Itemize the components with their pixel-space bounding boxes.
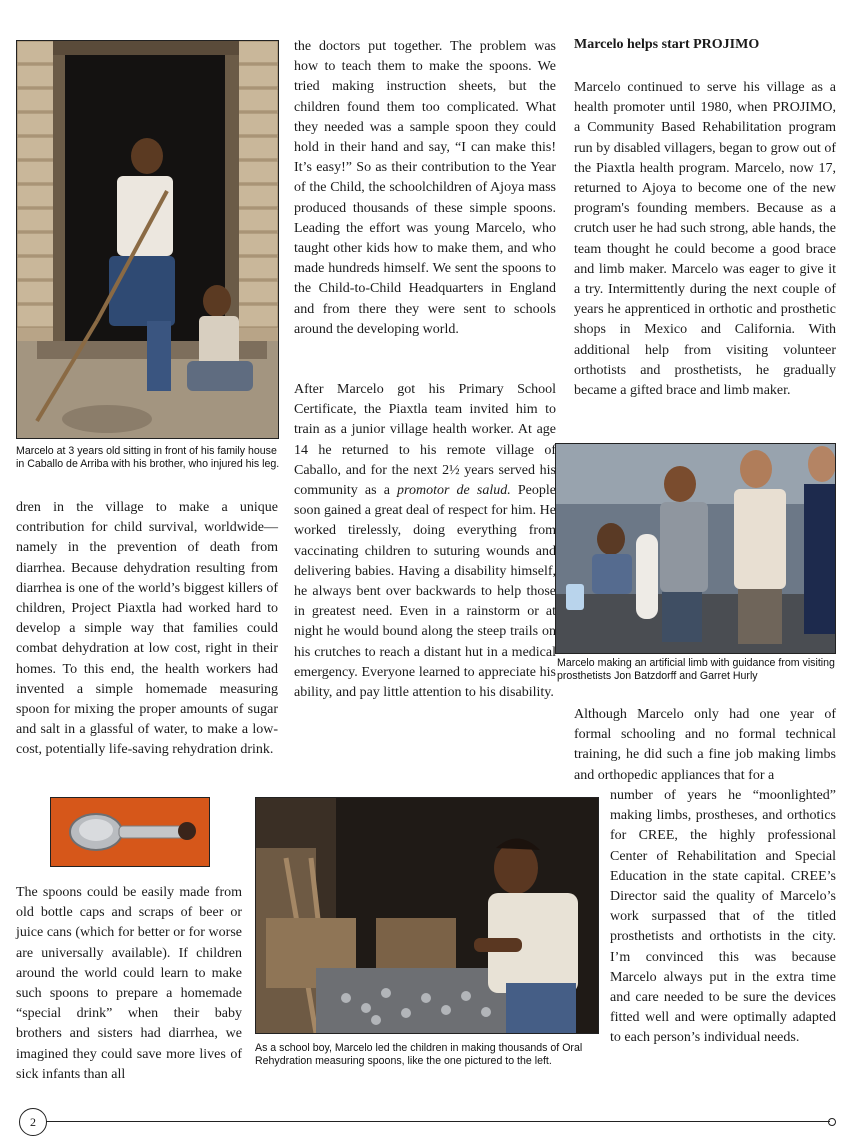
photo-caption-workshop: Marcelo making an artificial limb with guidance from visiting prosthetists Jon Batzdorff and Garret Hurly [557, 657, 835, 682]
col3-paragraph-1: Marcelo continued to serve his village as a health promoter until 1980, when PROJIMO, a Community Based Rehabilitation program run by disabled villagers, began to grow out of the Piaxtla health program. Marcelo, now 17, returned to Ajoya to become one of the new program's founding members. Because as a crutch user he had such strong, able hands, the team thought he could become a good brace and limb maker. Marcelo was eager to give it a try. Intermittently during the next couple of years he apprenticed in orthotic and prosthetic shops in Mexico and California. With additional help from visiting volunteer orthotists and prosthetists, he gradually became a gifted brace and limb maker. [574, 80, 836, 399]
footer-rule [46, 1121, 830, 1122]
photo-measuring-spoon [50, 797, 210, 867]
col2-paragraph-2-a: After Marcelo got his Primary School Certificate, the Piaxtla team invited him to train as a junior village health worker. At age 14 he returned to his remote village of Caballo, and for the next 2½ years served his community as a [294, 382, 556, 499]
photo-limb-workshop [555, 443, 836, 654]
photo-caption-doorway: Marcelo at 3 years old sitting in front of his family house in Caballo de Arriba with his brother, who injured his leg. [16, 445, 280, 470]
page-number: 2 [30, 1115, 36, 1129]
section-heading: Marcelo helps start PROJIMO [574, 37, 760, 52]
page-number-circle [19, 1108, 47, 1136]
col2-paragraph-1: the doctors put together. The problem was how to teach them to make the spoons. We tried making instruction sheets, but the children found them too complicated. What they needed was a sample spoon they could hold in their hand and say, “I can make this! It’s easy!” So as their contribution to the Year of the Child, the schoolchildren of Ajoya mass produced thousands of these simple spoons. Leading the effort was young Marcelo, who taught other kids how to make them, and who made hundreds himself. We sent the spoons to the Child-to-Child Headquarters in England and from there they were sent to schools around the developing world. [294, 39, 556, 337]
col2-paragraph-2 [294, 380, 556, 703]
photo-marcelo-doorway [16, 40, 279, 439]
promotor-de-salud-term: promotor de salud. [397, 483, 511, 499]
col2-paragraph-2-b: People soon gained a great deal of respect for him. He worked tirelessly, doing everything from vaccinating children to suturing wounds and delivering babies. Having a disability himself, he always bent over backwards to help those in greatest need. Even in a rainstorm or at night he would bound along the steep trails on his crutches to reach a distant hut in a medical emergency. Everyone learned to appreciate his ability, and pay little attention to his disability. [294, 483, 557, 701]
col1-paragraph-2: The spoons could be easily made from old bottle caps and scraps of beer or juice cans (which for better or for worse are universally available). If children around the world could learn to make such spoons to prepare a homemade “special drink” when their baby brothers and sisters had diarrhea, we imagined they could save more lives of sick infants than all [16, 885, 242, 1082]
col3-paragraph-2a: Although Marcelo only had one year of formal schooling and no formal technical training, he did such a fine job making limbs and orthopedic appliances that for a [574, 707, 836, 783]
photo-caption-schoolboy: As a school boy, Marcelo led the children in making thousands of Oral Rehydration measuring spoons, like the one pictured to the left. [255, 1042, 583, 1067]
photo-schoolboy-spoons [255, 797, 599, 1034]
col3-paragraph-2b: number of years he “moonlighted” making limbs, prostheses, and orthotics for CREE, the highly professional Center of Rehabilitation and Special Education in the state capital. CREE’s Director said the quality of Marcelo’s work surpassed that of the titled prosthetists and orthotists in the city. I’m convinced this was because Marcelo always put in the extra time and care needed to be sure the devices fitted well and were optimally adapted to each person’s individual needs. [610, 788, 836, 1046]
col1-paragraph-1: dren in the village to make a unique contribution for child survival, worldwide—namely in the prevention of death from diarrhea. Because dehydration resulting from diarrhea is one of the world’s biggest killers of children, Project Piaxtla had worked hard to develop a simple way that families could combat dehydration at low cost, right in their homes. To this end, the health workers had invented a simple homemade measuring spoon for mixing the proper amounts of sugar and salt in a glassful of water, to make a low-cost, potentially life-saving rehydration drink. [16, 500, 278, 758]
